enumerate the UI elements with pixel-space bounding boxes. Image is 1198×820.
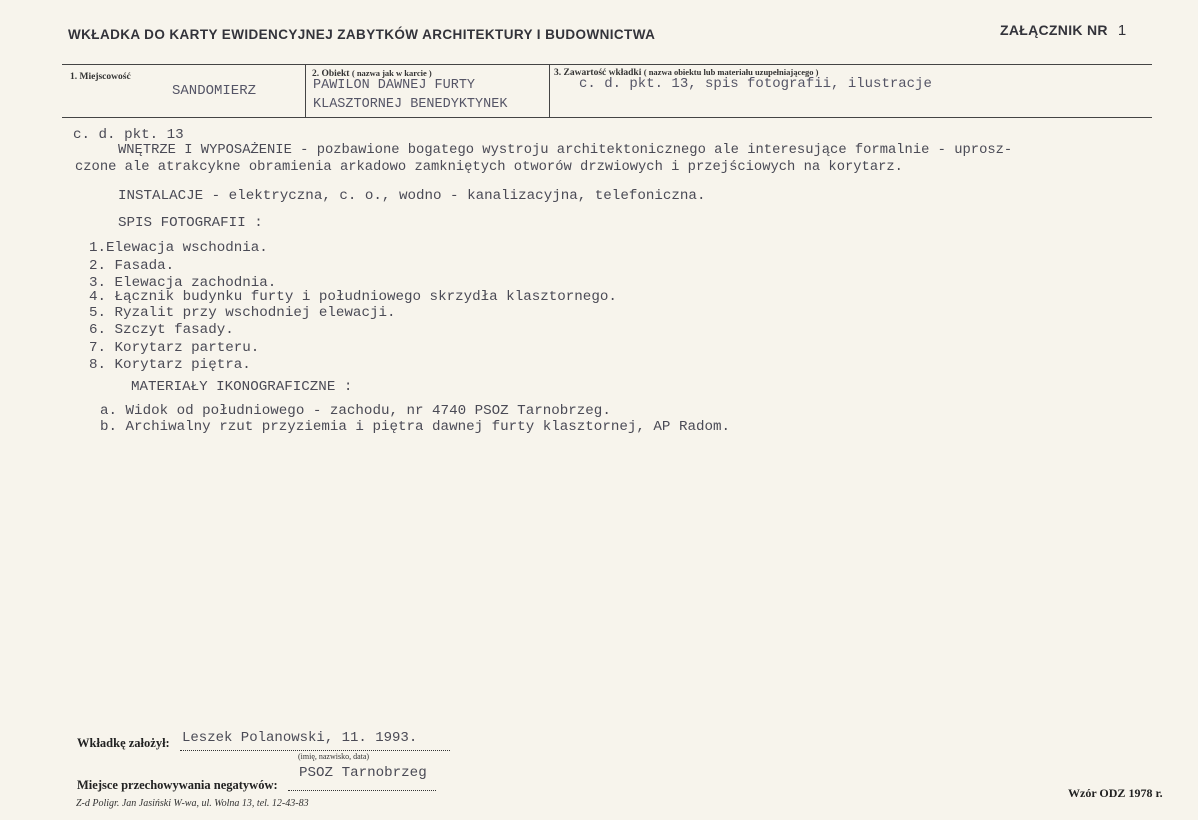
negatives-dotted-line (288, 790, 436, 791)
contents-value: c. d. pkt. 13, spis fotografii, ilustracje (579, 76, 932, 92)
field-divider (305, 64, 306, 118)
interior-line-2: czone ale atrakcykne obramienia arkadowo zamkniętych otworów drzwiowych i przejściowych na korytarz. (75, 160, 903, 175)
annex-label-text: ZAŁĄCZNIK NR (1000, 22, 1108, 38)
created-by-dotted-line (180, 750, 450, 751)
photos-heading: SPIS FOTOGRAFII : (118, 215, 263, 231)
negatives-label: Miejsce przechowywania negatywów: (77, 778, 278, 792)
field-divider (549, 64, 550, 118)
printer-imprint: Z-d Poligr. Jan Jasiński W-wa, ul. Wolna 13, tel. 12-43-83 (76, 798, 309, 809)
installations-line: INSTALACJE - elektryczna, c. o., wodno - kanalizacyjna, telefoniczna. (118, 188, 706, 204)
interior-line-1: WNĘTRZE I WYPOSAŻENIE - pozbawione bogatego wystroju architektonicznego ale interesujące formalnie - uprosz- (118, 143, 1013, 158)
photo-item: 2. Fasada. (89, 258, 175, 274)
locality-value: SANDOMIERZ (172, 83, 257, 99)
iconography-item: a. Widok od południowego - zachodu, nr 4740 PSOZ Tarnobrzeg. (100, 403, 611, 419)
created-by-value: Leszek Polanowski, 11. 1993. (182, 730, 418, 746)
annex-label (1000, 22, 1126, 39)
contents-label-hint: ( nazwa obiektu lub materiału uzupełniającego ) (643, 67, 819, 77)
object-value-line2: KLASZTORNEJ BENEDYKTYNEK (313, 97, 508, 112)
photo-item: 8. Korytarz piętra. (89, 357, 251, 373)
continuation-line: c. d. pkt. 13 (73, 127, 184, 143)
photo-item: 6. Szczyt fasady. (89, 322, 234, 338)
created-by-label: Wkładkę założył: (77, 736, 170, 750)
negatives-value: PSOZ Tarnobrzeg (299, 765, 427, 781)
photo-item: 1.Elewacja wschodnia. (89, 240, 268, 256)
locality-label: 1. Miejscowość (70, 72, 131, 82)
form-title: WKŁADKA DO KARTY EWIDENCYJNEJ ZABYTKÓW ARCHITEKTURY I BUDOWNICTWA (68, 27, 656, 42)
object-label-text: 2. Obiekt (312, 69, 350, 79)
photo-item: 4. Łącznik budynku furty i południowego skrzydła klasztornego. (89, 289, 617, 305)
object-label-hint: ( nazwa jak w karcie ) (351, 68, 432, 78)
iconography-heading: MATERIAŁY IKONOGRAFICZNE : (131, 379, 353, 395)
created-by-hint: (imię, nazwisko, data) (298, 752, 370, 761)
annex-number: 1 (1117, 22, 1127, 39)
contents-label-text: 3. Zawartość wkładki (554, 68, 642, 78)
photo-item: 3. Elewacja zachodnia. (89, 275, 277, 291)
iconography-item: b. Archiwalny rzut przyziemia i piętra dawnej furty klasztornej, AP Radom. (100, 419, 731, 435)
form-model: Wzór ODZ 1978 r. (1068, 786, 1163, 800)
photo-item: 5. Ryzalit przy wschodniej elewacji. (89, 305, 396, 321)
photo-item: 7. Korytarz parteru. (89, 340, 260, 356)
object-value-line1: PAWILON DAWNEJ FURTY (313, 78, 476, 93)
